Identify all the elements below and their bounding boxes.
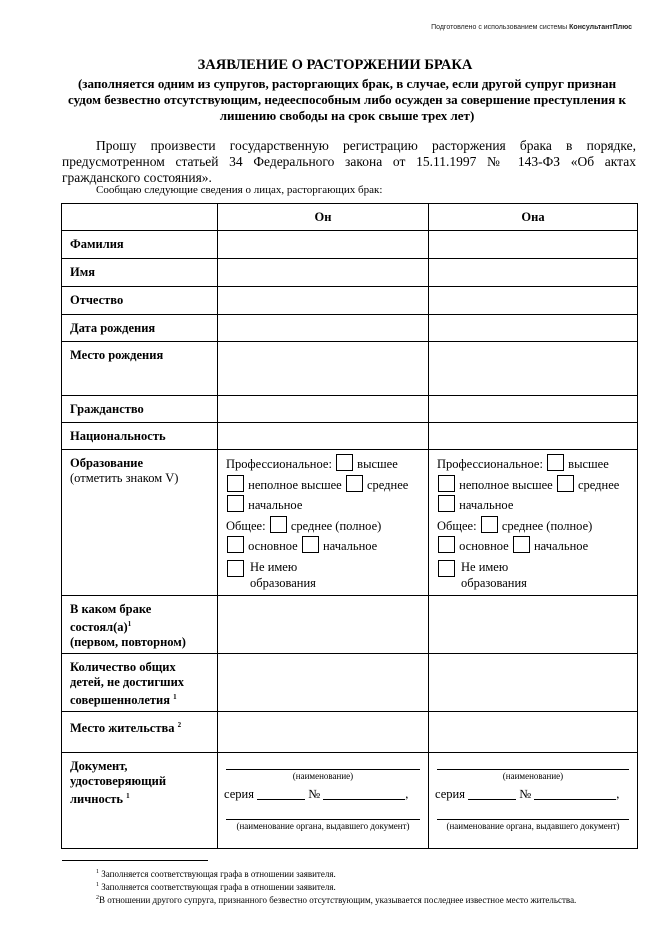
he-edu-incomplete-higher-label: неполное высшее <box>248 477 342 492</box>
she-doc-comma: , <box>616 787 620 801</box>
label-children <box>62 654 218 712</box>
he-edu-basic-checkbox[interactable] <box>227 536 244 553</box>
he-patronymic-cell[interactable] <box>218 287 429 315</box>
page-subtitle: (заполняется одним из супругов, расторгающих брак, в случае, если другой супруг признан судом безвестно отсутствующим, недееспособным либо осужден за совершение преступления к лишению свободы на срок свыше трех лет) <box>68 76 626 123</box>
he-birth-place-cell[interactable] <box>218 342 429 396</box>
label-patronymic: Отчество <box>62 287 218 315</box>
she-education-cell <box>429 450 638 596</box>
footnote-mark-document: 1 <box>126 792 130 800</box>
he-edu-basic-label: основное <box>248 539 298 553</box>
he-edu-professional-label: Профессиональное: <box>226 457 332 471</box>
he-children-cell[interactable] <box>218 654 429 712</box>
she-edu-general-label: Общее: <box>437 518 477 533</box>
label-document <box>62 753 218 849</box>
she-document-cell <box>429 753 638 849</box>
label-citizenship: Гражданство <box>62 396 218 423</box>
header-note <box>431 24 632 31</box>
intro-line: Сообщаю следующие сведения о лицах, расторгающих брак: <box>96 184 383 196</box>
he-marriage-cell[interactable] <box>218 596 429 654</box>
label-residence <box>62 712 218 753</box>
she-citizenship-cell[interactable] <box>429 396 638 423</box>
she-name-cell[interactable] <box>429 259 638 287</box>
he-doc-name-line[interactable] <box>226 757 420 770</box>
she-doc-number-field[interactable] <box>534 787 616 800</box>
she-edu-incomplete-higher-label: неполное высшее <box>459 477 553 492</box>
label-document-line-3: личность <box>70 792 124 807</box>
she-edu-secondary-checkbox[interactable] <box>557 475 574 492</box>
footnote-2-text: Заполняется соответствующая графа в отношении заявителя. <box>101 882 336 892</box>
she-edu-higher-checkbox[interactable] <box>547 454 564 471</box>
he-edu-general-label: Общее: <box>226 518 266 533</box>
he-citizenship-cell[interactable] <box>218 396 429 423</box>
he-doc-authority-line[interactable] <box>226 807 420 820</box>
row-children <box>62 654 638 712</box>
he-edu-higher-label: высшее <box>357 457 398 471</box>
row-birth-place <box>62 342 638 396</box>
label-document-line-2: удостоверяющий <box>70 774 167 788</box>
row-birth-date <box>62 315 638 342</box>
she-children-cell[interactable] <box>429 654 638 712</box>
he-document-cell <box>218 753 429 849</box>
he-residence-cell[interactable] <box>218 712 429 753</box>
row-residence <box>62 712 638 753</box>
label-marriage-line-3: (первом, повторном) <box>70 635 186 650</box>
footnote-2 <box>62 879 670 893</box>
she-edu-none-checkbox[interactable] <box>438 560 455 577</box>
he-edu-secondary-checkbox[interactable] <box>346 475 363 492</box>
he-doc-number-field[interactable] <box>323 787 405 800</box>
label-children-line-1: Количество общих <box>70 660 176 674</box>
page-title: ЗАЯВЛЕНИЕ О РАСТОРЖЕНИИ БРАКА <box>197 57 473 73</box>
label-children-line-2: детей, не достигших <box>70 675 185 689</box>
row-nationality <box>62 423 638 450</box>
she-edu-general-primary-checkbox[interactable] <box>513 536 530 553</box>
footnote-1-mark: 1 <box>96 869 99 875</box>
she-marriage-cell[interactable] <box>429 596 638 654</box>
label-name: Имя <box>62 259 218 287</box>
she-nationality-cell[interactable] <box>429 423 638 450</box>
row-surname <box>62 231 638 259</box>
applicant-table <box>61 203 638 849</box>
she-edu-none-label-2: образования <box>461 575 527 590</box>
intro-paragraph: Прошу произвести государственную регистрацию расторжения брака в порядке, предусмотренном статьей 34 Федерального закона от 15.11.1997 № 143-ФЗ «Об актах гражданского состояния». <box>62 138 636 185</box>
he-doc-name-caption: (наименование) <box>292 771 354 781</box>
column-she: Она <box>429 204 638 231</box>
he-surname-cell[interactable] <box>218 231 429 259</box>
footnote-separator <box>62 860 208 861</box>
she-edu-secondary-label: среднее <box>577 477 620 492</box>
row-patronymic <box>62 287 638 315</box>
she-surname-cell[interactable] <box>429 231 638 259</box>
row-education <box>62 450 638 596</box>
he-name-cell[interactable] <box>218 259 429 287</box>
label-birth-date: Дата рождения <box>62 315 218 342</box>
she-edu-secondary-full-label: среднее (полное) <box>501 518 593 533</box>
label-children-line-3: совершеннолетия <box>70 693 170 708</box>
footnote-1-text: Заполняется соответствующая графа в отношении заявителя. <box>101 869 336 879</box>
label-marriage-line-2: состоял(а) <box>70 620 128 635</box>
she-edu-none-label-1: Не имею <box>461 559 509 574</box>
label-nationality: Национальность <box>62 423 218 450</box>
he-education-cell <box>218 450 429 596</box>
he-edu-none-checkbox[interactable] <box>227 560 244 577</box>
header-note-brand: КонсультантПлюс <box>569 24 632 31</box>
she-edu-incomplete-higher-checkbox[interactable] <box>438 475 455 492</box>
he-edu-higher-checkbox[interactable] <box>336 454 353 471</box>
she-edu-basic-checkbox[interactable] <box>438 536 455 553</box>
he-edu-primary-checkbox[interactable] <box>227 495 244 512</box>
label-birth-place: Место рождения <box>62 342 218 396</box>
he-edu-primary-label: начальное <box>248 498 303 512</box>
he-doc-comma: , <box>405 787 409 801</box>
she-birth-place-cell[interactable] <box>429 342 638 396</box>
label-document-line-1: Документ, <box>70 759 128 773</box>
label-marriage <box>62 596 218 654</box>
she-edu-general-primary-label: начальное <box>533 539 589 553</box>
she-doc-series-row <box>435 785 631 803</box>
he-edu-secondary-label: среднее <box>366 477 409 492</box>
he-edu-secondary-full-label: среднее (полное) <box>290 518 382 533</box>
he-doc-series-field[interactable] <box>257 787 305 800</box>
label-residence-text: Место жительства <box>70 721 175 736</box>
he-edu-general-primary-checkbox[interactable] <box>302 536 319 553</box>
label-surname: Фамилия <box>62 231 218 259</box>
label-education <box>62 450 218 596</box>
footnote-1 <box>62 866 670 880</box>
she-edu-higher-label: высшее <box>568 457 609 471</box>
she-residence-cell[interactable] <box>429 712 638 753</box>
he-doc-authority-caption: (наименование органа, выдавшего документ) <box>236 821 410 831</box>
she-doc-authority-line[interactable] <box>437 807 629 820</box>
column-he: Он <box>218 204 429 231</box>
she-edu-secondary-full-checkbox[interactable] <box>481 516 498 533</box>
she-edu-primary-label: начальное <box>459 498 514 512</box>
footnote-3 <box>62 892 636 906</box>
header-note-prefix: Подготовлено с использованием системы <box>431 24 570 31</box>
he-nationality-cell[interactable] <box>218 423 429 450</box>
she-edu-basic-label: основное <box>459 539 509 553</box>
she-doc-series-field[interactable] <box>468 787 516 800</box>
header-blank <box>62 204 218 231</box>
she-edu-professional-label: Профессиональное: <box>437 457 543 471</box>
he-edu-secondary-full-checkbox[interactable] <box>270 516 287 533</box>
label-education-note: (отметить знаком V) <box>70 471 179 485</box>
she-doc-authority-caption: (наименование органа, выдавшего документ) <box>446 821 620 831</box>
footnote-2-mark: 1 <box>96 882 99 888</box>
footnote-3-text: В отношении другого супруга, признанного безвестно отсутствующим, указывается последнее известное место жительства. <box>99 895 577 905</box>
she-doc-series-label: серия <box>435 787 465 801</box>
he-edu-incomplete-higher-checkbox[interactable] <box>227 475 244 492</box>
footnote-3-mark: 2 <box>96 895 99 901</box>
she-doc-name-line[interactable] <box>437 757 629 770</box>
table-header-row <box>62 204 638 231</box>
he-birth-date-cell[interactable] <box>218 315 429 342</box>
she-birth-date-cell[interactable] <box>429 315 638 342</box>
she-doc-name-caption: (наименование) <box>502 771 564 781</box>
he-edu-general-primary-label: начальное <box>322 539 378 553</box>
footnote-mark-residence: 2 <box>177 721 182 729</box>
he-edu-none-label-2: образования <box>250 575 316 590</box>
he-doc-number-label: № <box>308 787 321 801</box>
label-marriage-line-1: В каком браке <box>70 602 152 616</box>
she-patronymic-cell[interactable] <box>429 287 638 315</box>
he-doc-series-row <box>224 785 422 803</box>
row-citizenship <box>62 396 638 423</box>
row-marriage <box>62 596 638 654</box>
she-doc-number-label: № <box>519 787 532 801</box>
he-doc-series-label: серия <box>224 787 254 801</box>
row-name <box>62 259 638 287</box>
footnote-mark-children: 1 <box>173 693 177 701</box>
he-edu-none-label-1: Не имею <box>250 559 298 574</box>
label-education-main: Образование <box>70 456 144 470</box>
footnote-mark-marriage: 1 <box>127 620 132 628</box>
row-document <box>62 753 638 849</box>
she-edu-primary-checkbox[interactable] <box>438 495 455 512</box>
